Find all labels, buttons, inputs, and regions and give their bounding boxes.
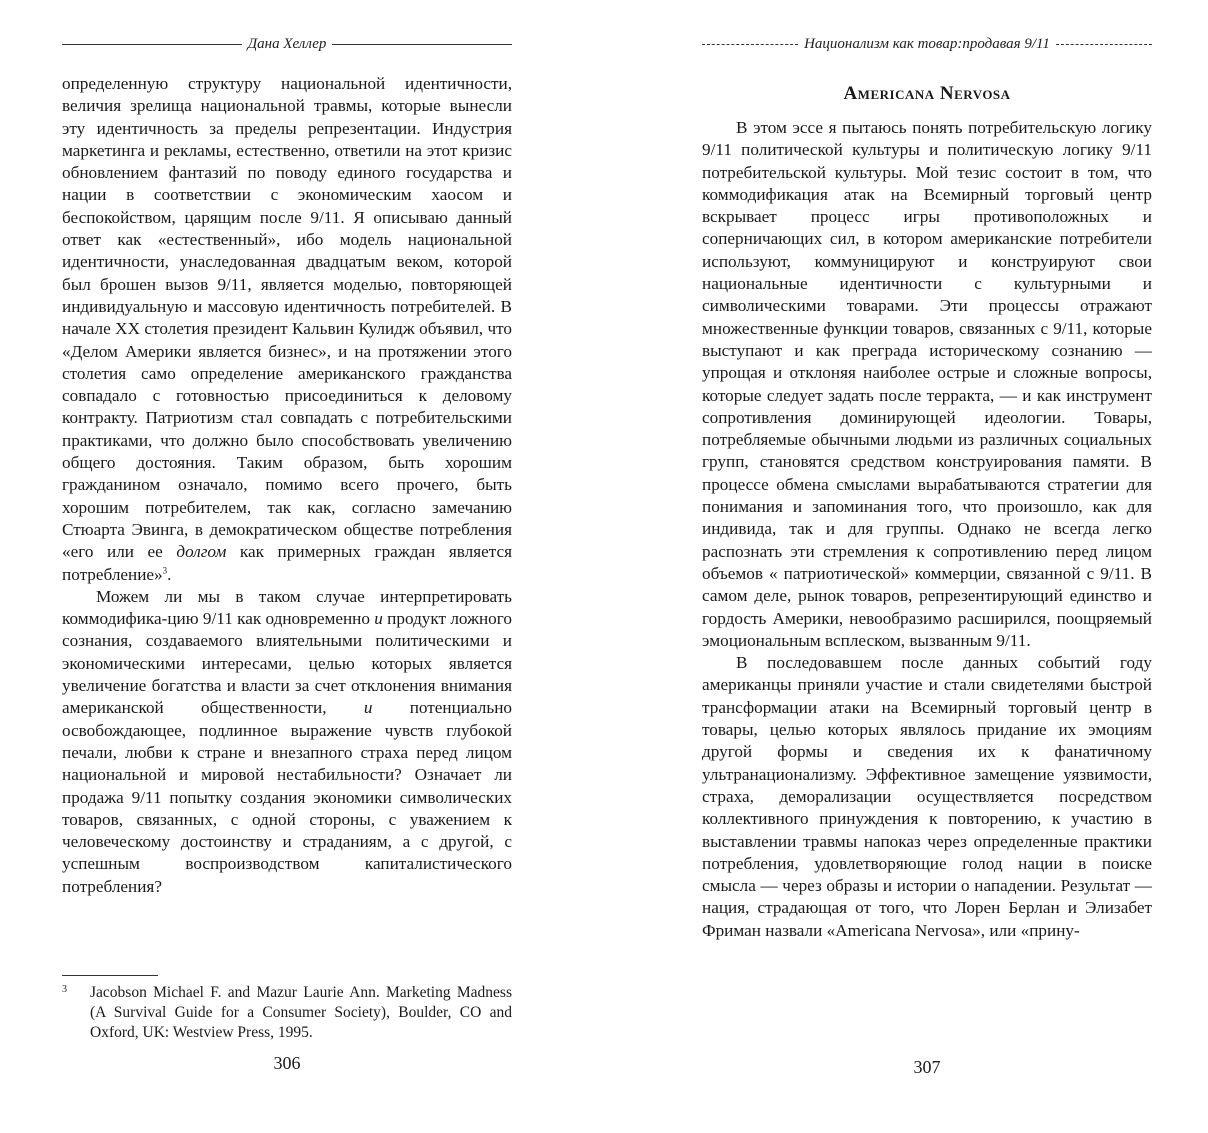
header-rule — [332, 44, 512, 45]
page-number: 306 — [273, 1053, 301, 1073]
paragraph — [62, 586, 512, 898]
footnote — [62, 983, 512, 1043]
running-head-title: Национализм как товар:продавая 9/11 — [804, 36, 1050, 52]
header-rule — [702, 44, 798, 45]
paragraph — [62, 73, 512, 586]
text-run: продукт ложного сознания, создаваемого влиятельными политическими и экономическими интересами, целью которых является увеличение богатства и власти за счет отклонения внимания американской общественности, — [62, 609, 512, 718]
body-text — [62, 73, 512, 898]
text-run: Можем ли мы в таком случае интерпретировать коммодифика-цию 9/11 как одновременно — [62, 586, 512, 629]
text-run: долгом — [176, 542, 227, 562]
body-text — [702, 117, 1152, 942]
paragraph — [702, 652, 1152, 942]
text-run: и — [363, 698, 373, 718]
text-run: В последовавшем после данных событий году американцы приняли участие и стали свидетелями быстрой трансформации атаки на Всемирный торговый центр в товары, целью которых являлось придание их эмоциям другой формы и сведения их к фанатичному ультранационализму. Эффективное замещение уязвимости, страха, деморализации осуществляется посредством коллективного принуждения к повторению, к участию в выставлении травмы напоказ через определенные практики потребления, удовлетворяющие голод нации в поиске смысла — через образы и истории о нападении. Результат — нация, страдающая от того, что Лорен Берлан и Элизабет Фриман назвали «Americana Nervosa», или «прину- — [702, 653, 1152, 940]
footnote-ref: 3 — [162, 564, 168, 575]
text-run: как примерных граждан является потребление» — [62, 542, 512, 584]
text-run: . — [167, 564, 172, 584]
running-head-author: Дана Хеллер — [247, 36, 327, 52]
footnote-text: Jacobson Michael F. and Mazur Laurie Ann. Marketing Madness (A Survival Guide for a Consumer Society), Boulder, CO and Oxford, UK: Westview Press, 1995. — [90, 984, 512, 1041]
header-rule — [1056, 44, 1152, 45]
paragraph — [702, 117, 1152, 652]
text-run: и — [374, 609, 383, 629]
text-run: потенциально освобождающее, подлинное выражение чувств глубокой печали, любви к стране и внезапного страха перед лицом национальной и мировой нестабильности? Означает ли продажа 9/11 попытку создания экономики символических товаров, связанных, с одной стороны, с уважением к человеческому достоинству и страданиям, а с другой, с успешным воспроизводством капиталистического потребления? — [62, 698, 512, 896]
running-head — [62, 36, 512, 53]
footnote-rule — [62, 975, 158, 976]
text-run: определенную структуру национальной идентичности, величия зрелища национальной травмы, которые вынесли эту идентичность за пределы репрезентации. Индустрия маркетинга и рекламы, естественно, ответили на этот кризис обновлением фантазий по поводу единого государства и нации в соответствии с экономическим хаосом и беспокойством, царящим после 9/11. Я описываю данный ответ как «естественный», ибо модель национальной идентичности, унаследованная двадцатым веком, которой был брошен вызов 9/11, является моделью, повторяющей индивидуальную и массовую идентичность потребителей. В начале XX столетия президент Кальвин Кулидж объявил, что «Делом Америки является бизнес», и на протяжении этого столетия само определение американского гражданства совпадало с готовностью присоединиться к деловому контракту. Патриотизм стал совпадать с потребительскими практиками, что должно было способствовать увеличению общего достояния. Таким образом, быть хорошим гражданином означало, помимо всего прочего, быть хорошим потребителем, так как, согласно замечанию Стюарта Эвинга, в демократическом обществе потребления «его или ее — [62, 74, 512, 562]
footnote-mark: 3 — [62, 984, 67, 995]
chapter-title: Americana Nervosa — [843, 83, 1011, 104]
page-number: 307 — [913, 1057, 941, 1077]
running-head — [702, 36, 1152, 53]
text-run: В этом эссе я пытаюсь понять потребительскую логику 9/11 политической культуры и политическую логику 9/11 потребительской культуры. Мой тезис состоит в том, что коммодификация атак на Всемирный торговый центр вскрывает процесс игры противоположных и соперничающих сил, в котором американские потребители используют, коммуницируют и конструируют свои национальные идентичности с культурными и символическими товарами. Эти процессы отражают множественные функции товаров, связанных с 9/11, которые выступают и как преграда историческому сознанию — упрощая и отклоняя наиболее острые и сложные вопросы, которые следует задать после терракта, — и как инструмент сопротивления доминирующей идеологии. Товары, потребляемые обычными людьми из различных социальных групп, становятся средством конструирования памяти. В процессе обмена смыслами вырабатываются стратегии для понимания и запоминания того, что произошло, как для индивида, так и для группы. Однако не всегда легко распознать эти стремления к сопротивлению перед лицом объемов « патриотической» коммерции, связанной с 9/11. В самом деле, рынок товаров, репрезентирующий единство и гордость Америки, невообразимо расширился, поощряемый эмоциональным всплеском, вызванным 9/11. — [702, 118, 1152, 650]
header-rule — [62, 44, 242, 45]
